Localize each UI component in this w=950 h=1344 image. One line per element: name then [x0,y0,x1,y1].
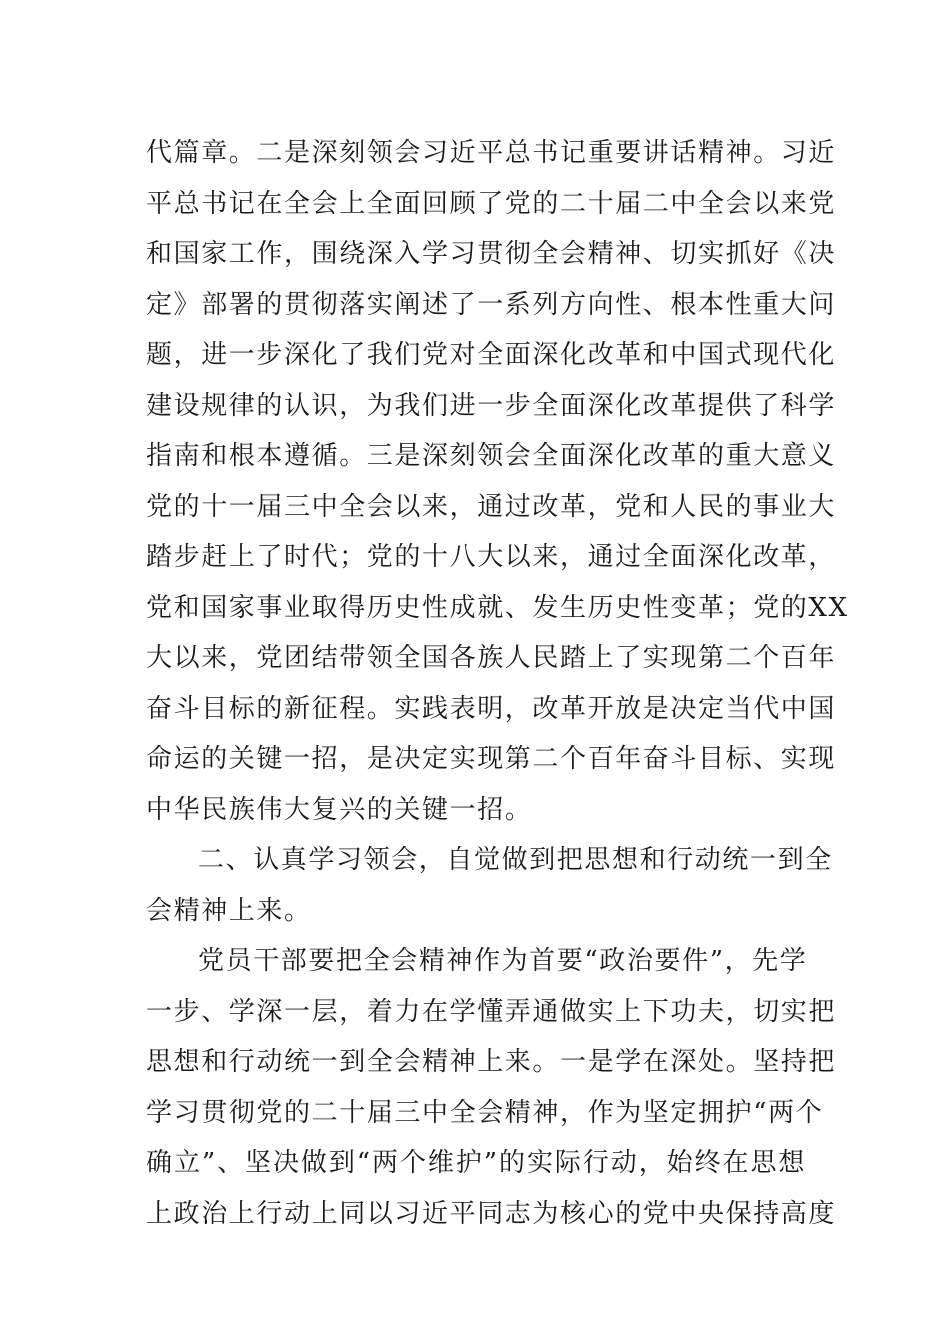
text-line: 定》部署的贯彻落实阐述了一系列方向性、根本性重大问 [146,289,837,320]
text-line: 和国家工作，围绕深入学习贯彻全会精神、切实抓好《决 [146,239,837,269]
text-line: 党员干部要把全会精神作为首要“政治要件”，先学 [198,946,808,976]
text-line: 平总书记在全会上全面回顾了党的二十届二中全会以来党 [146,188,837,219]
text-line: 思想和行动统一到全会精神上来。一是学在深处。坚持把 [146,1047,837,1077]
text-line: 命运的关键一招，是决定实现第二个百年奋斗目标、实现 [146,744,837,774]
text-line: 代篇章。二是深刻领会习近平总书记重要讲话精神。习近 [146,138,837,168]
text-line: 指南和根本遵循。三是深刻领会全面深化改革的重大意义 [146,441,837,471]
text-line: 二、认真学习领会，自觉做到把思想和行动统一到全 [198,845,833,875]
text-line: 奋斗目标的新征程。实践表明，改革开放是决定当代中国 [146,693,837,724]
text-line: 确立”、坚决做到“两个维护”的实际行动，始终在思想 [146,1148,806,1178]
text-line: 中华民族伟大复兴的关键一招。 [146,794,533,825]
text-line: 题，进一步深化了我们党对全面深化改革和中国式现代化 [146,340,837,370]
text-line: 党和国家事业取得历史性成就、发生历史性变革；党的XX [146,592,849,623]
text-line: 学习贯彻党的二十届三中全会精神，作为坚定拥护“两个 [146,1097,824,1128]
text-line: 上政治上行动上同以习近平同志为核心的党中央保持高度 [146,1198,837,1229]
text-line: 一步、学深一层，着力在学懂弄通做实上下功夫，切实把 [146,996,837,1027]
document-body-text [146,128,849,1239]
text-line: 会精神上来。 [146,895,312,926]
text-line: 建设规律的认识，为我们进一步全面深化改革提供了科学 [146,390,837,421]
text-line: 党的十一届三中全会以来，通过改革，党和人民的事业大 [146,491,837,522]
text-line: 踏步赶上了时代；党的十八大以来，通过全面深化改革， [146,542,837,572]
text-line: 大以来，党团结带领全国各族人民踏上了实现第二个百年 [146,643,837,673]
